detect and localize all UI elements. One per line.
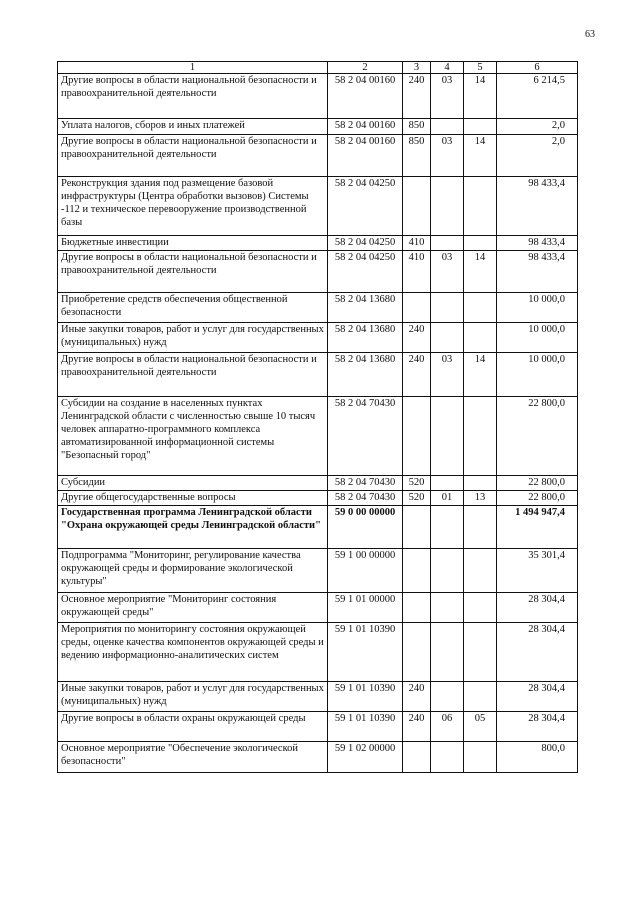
row-expense-type (403, 177, 431, 236)
table-row (58, 476, 578, 491)
row-name: Бюджетные инвестиции (58, 236, 328, 251)
row-target-code: 58 2 04 00160 (328, 74, 403, 119)
table-row (58, 323, 578, 353)
row-target-code: 58 2 04 00160 (328, 119, 403, 135)
header-cell: 3 (403, 62, 431, 74)
row-name: Государственная программа Ленинградской области "Охрана окружающей среды Ленинградской области" (58, 506, 328, 549)
row-name: Основное мероприятие "Обеспечение экологической безопасности" (58, 742, 328, 773)
row-section (431, 236, 464, 251)
row-amount: 2,0 (497, 135, 578, 177)
table-row (58, 491, 578, 506)
row-expense-type (403, 549, 431, 593)
header-cell: 1 (58, 62, 328, 74)
row-subsection (464, 682, 497, 712)
row-amount: 10 000,0 (497, 293, 578, 323)
row-name: Основное мероприятие "Мониторинг состояния окружающей среды" (58, 593, 328, 623)
row-section (431, 549, 464, 593)
row-subsection: 13 (464, 491, 497, 506)
row-section (431, 177, 464, 236)
row-expense-type: 410 (403, 236, 431, 251)
row-name: Другие вопросы в области охраны окружающей среды (58, 712, 328, 742)
row-expense-type: 240 (403, 74, 431, 119)
row-subsection (464, 476, 497, 491)
row-subsection (464, 506, 497, 549)
row-expense-type: 240 (403, 682, 431, 712)
row-amount: 28 304,4 (497, 682, 578, 712)
row-section (431, 397, 464, 476)
row-amount: 28 304,4 (497, 623, 578, 682)
row-section (431, 593, 464, 623)
row-section (431, 476, 464, 491)
row-target-code: 59 1 01 00000 (328, 593, 403, 623)
row-expense-type: 240 (403, 323, 431, 353)
row-section (431, 682, 464, 712)
row-amount: 10 000,0 (497, 323, 578, 353)
table-row (58, 119, 578, 135)
row-name: Другие общегосударственные вопросы (58, 491, 328, 506)
row-expense-type (403, 397, 431, 476)
table-row (58, 593, 578, 623)
row-target-code: 58 2 04 04250 (328, 251, 403, 293)
table-header-row (58, 62, 578, 74)
header-cell: 6 (497, 62, 578, 74)
row-amount: 800,0 (497, 742, 578, 773)
table-row (58, 623, 578, 682)
row-name: Другие вопросы в области национальной безопасности и правоохранительной деятельности (58, 74, 328, 119)
row-name: Реконструкция здания под размещение базовой инфраструктуры (Центра обработки вызовов) Системы -112 и техническое перевооружение производственной базы (58, 177, 328, 236)
row-subsection: 14 (464, 135, 497, 177)
row-name: Другие вопросы в области национальной безопасности и правоохранительной деятельности (58, 251, 328, 293)
row-target-code: 58 2 04 04250 (328, 236, 403, 251)
row-name: Субсидии (58, 476, 328, 491)
table-row (58, 293, 578, 323)
row-expense-type: 520 (403, 491, 431, 506)
row-expense-type (403, 506, 431, 549)
row-amount: 1 494 947,4 (497, 506, 578, 549)
header-cell: 5 (464, 62, 497, 74)
row-target-code: 59 1 01 10390 (328, 682, 403, 712)
table-row (58, 236, 578, 251)
row-section (431, 506, 464, 549)
row-name: Подпрограмма "Мониторинг, регулирование качества окружающей среды и формирование экологической культуры" (58, 549, 328, 593)
table-row (58, 549, 578, 593)
row-target-code: 58 2 04 70430 (328, 476, 403, 491)
row-name: Другие вопросы в области национальной безопасности и правоохранительной деятельности (58, 353, 328, 397)
row-subsection (464, 236, 497, 251)
row-amount: 22 800,0 (497, 476, 578, 491)
row-subsection (464, 323, 497, 353)
row-amount: 98 433,4 (497, 236, 578, 251)
row-expense-type: 850 (403, 135, 431, 177)
row-subsection: 14 (464, 251, 497, 293)
row-name: Приобретение средств обеспечения общественной безопасности (58, 293, 328, 323)
row-section (431, 623, 464, 682)
row-target-code: 58 2 04 04250 (328, 177, 403, 236)
row-target-code: 59 1 02 00000 (328, 742, 403, 773)
row-target-code: 59 1 01 10390 (328, 712, 403, 742)
row-subsection (464, 293, 497, 323)
row-subsection: 05 (464, 712, 497, 742)
table-row (58, 74, 578, 119)
table-row (58, 251, 578, 293)
row-section (431, 119, 464, 135)
row-amount: 35 301,4 (497, 549, 578, 593)
row-target-code: 59 1 00 00000 (328, 549, 403, 593)
table-row (58, 397, 578, 476)
row-target-code: 58 2 04 13680 (328, 353, 403, 397)
table-row-program (58, 506, 578, 549)
header-cell: 4 (431, 62, 464, 74)
row-section: 06 (431, 712, 464, 742)
row-subsection (464, 177, 497, 236)
row-target-code: 59 0 00 00000 (328, 506, 403, 549)
row-section: 03 (431, 251, 464, 293)
row-expense-type (403, 742, 431, 773)
row-subsection (464, 549, 497, 593)
row-amount: 98 433,4 (497, 251, 578, 293)
row-subsection (464, 623, 497, 682)
row-name: Уплата налогов, сборов и иных платежей (58, 119, 328, 135)
row-expense-type: 410 (403, 251, 431, 293)
table-row (58, 742, 578, 773)
row-name: Другие вопросы в области национальной безопасности и правоохранительной деятельности (58, 135, 328, 177)
row-name: Иные закупки товаров, работ и услуг для государственных (муниципальных) нужд (58, 682, 328, 712)
row-subsection: 14 (464, 353, 497, 397)
table-row (58, 177, 578, 236)
table-row (58, 712, 578, 742)
row-amount: 10 000,0 (497, 353, 578, 397)
row-target-code: 58 2 04 70430 (328, 491, 403, 506)
row-target-code: 59 1 01 10390 (328, 623, 403, 682)
row-amount: 22 800,0 (497, 397, 578, 476)
row-target-code: 58 2 04 70430 (328, 397, 403, 476)
row-expense-type (403, 593, 431, 623)
row-section: 03 (431, 74, 464, 119)
row-subsection (464, 119, 497, 135)
row-amount: 28 304,4 (497, 712, 578, 742)
table-row (58, 135, 578, 177)
row-subsection (464, 742, 497, 773)
row-section (431, 323, 464, 353)
row-subsection (464, 593, 497, 623)
row-subsection: 14 (464, 74, 497, 119)
row-target-code: 58 2 04 00160 (328, 135, 403, 177)
row-amount: 6 214,5 (497, 74, 578, 119)
row-amount: 28 304,4 (497, 593, 578, 623)
row-expense-type: 240 (403, 353, 431, 397)
row-section: 01 (431, 491, 464, 506)
row-name: Мероприятия по мониторингу состояния окружающей среды, оценке качества компонентов окружающей среды и ведению информационно-аналитических систем (58, 623, 328, 682)
row-target-code: 58 2 04 13680 (328, 293, 403, 323)
row-section: 03 (431, 135, 464, 177)
row-section (431, 742, 464, 773)
budget-table (57, 61, 578, 773)
row-subsection (464, 397, 497, 476)
row-name: Субсидии на создание в населенных пунктах Ленинградской области с численностью свыше 10 тысяч человек аппаратно-программного комплекса автоматизированной информационной системы "Безопасный город" (58, 397, 328, 476)
row-expense-type: 520 (403, 476, 431, 491)
row-expense-type (403, 623, 431, 682)
row-expense-type: 850 (403, 119, 431, 135)
row-expense-type (403, 293, 431, 323)
row-target-code: 58 2 04 13680 (328, 323, 403, 353)
row-amount: 22 800,0 (497, 491, 578, 506)
row-name: Иные закупки товаров, работ и услуг для государственных (муниципальных) нужд (58, 323, 328, 353)
header-cell: 2 (328, 62, 403, 74)
table-row (58, 682, 578, 712)
row-section (431, 293, 464, 323)
table-row (58, 353, 578, 397)
row-expense-type: 240 (403, 712, 431, 742)
row-section: 03 (431, 353, 464, 397)
row-amount: 2,0 (497, 119, 578, 135)
page-number: 63 (585, 29, 595, 40)
row-amount: 98 433,4 (497, 177, 578, 236)
